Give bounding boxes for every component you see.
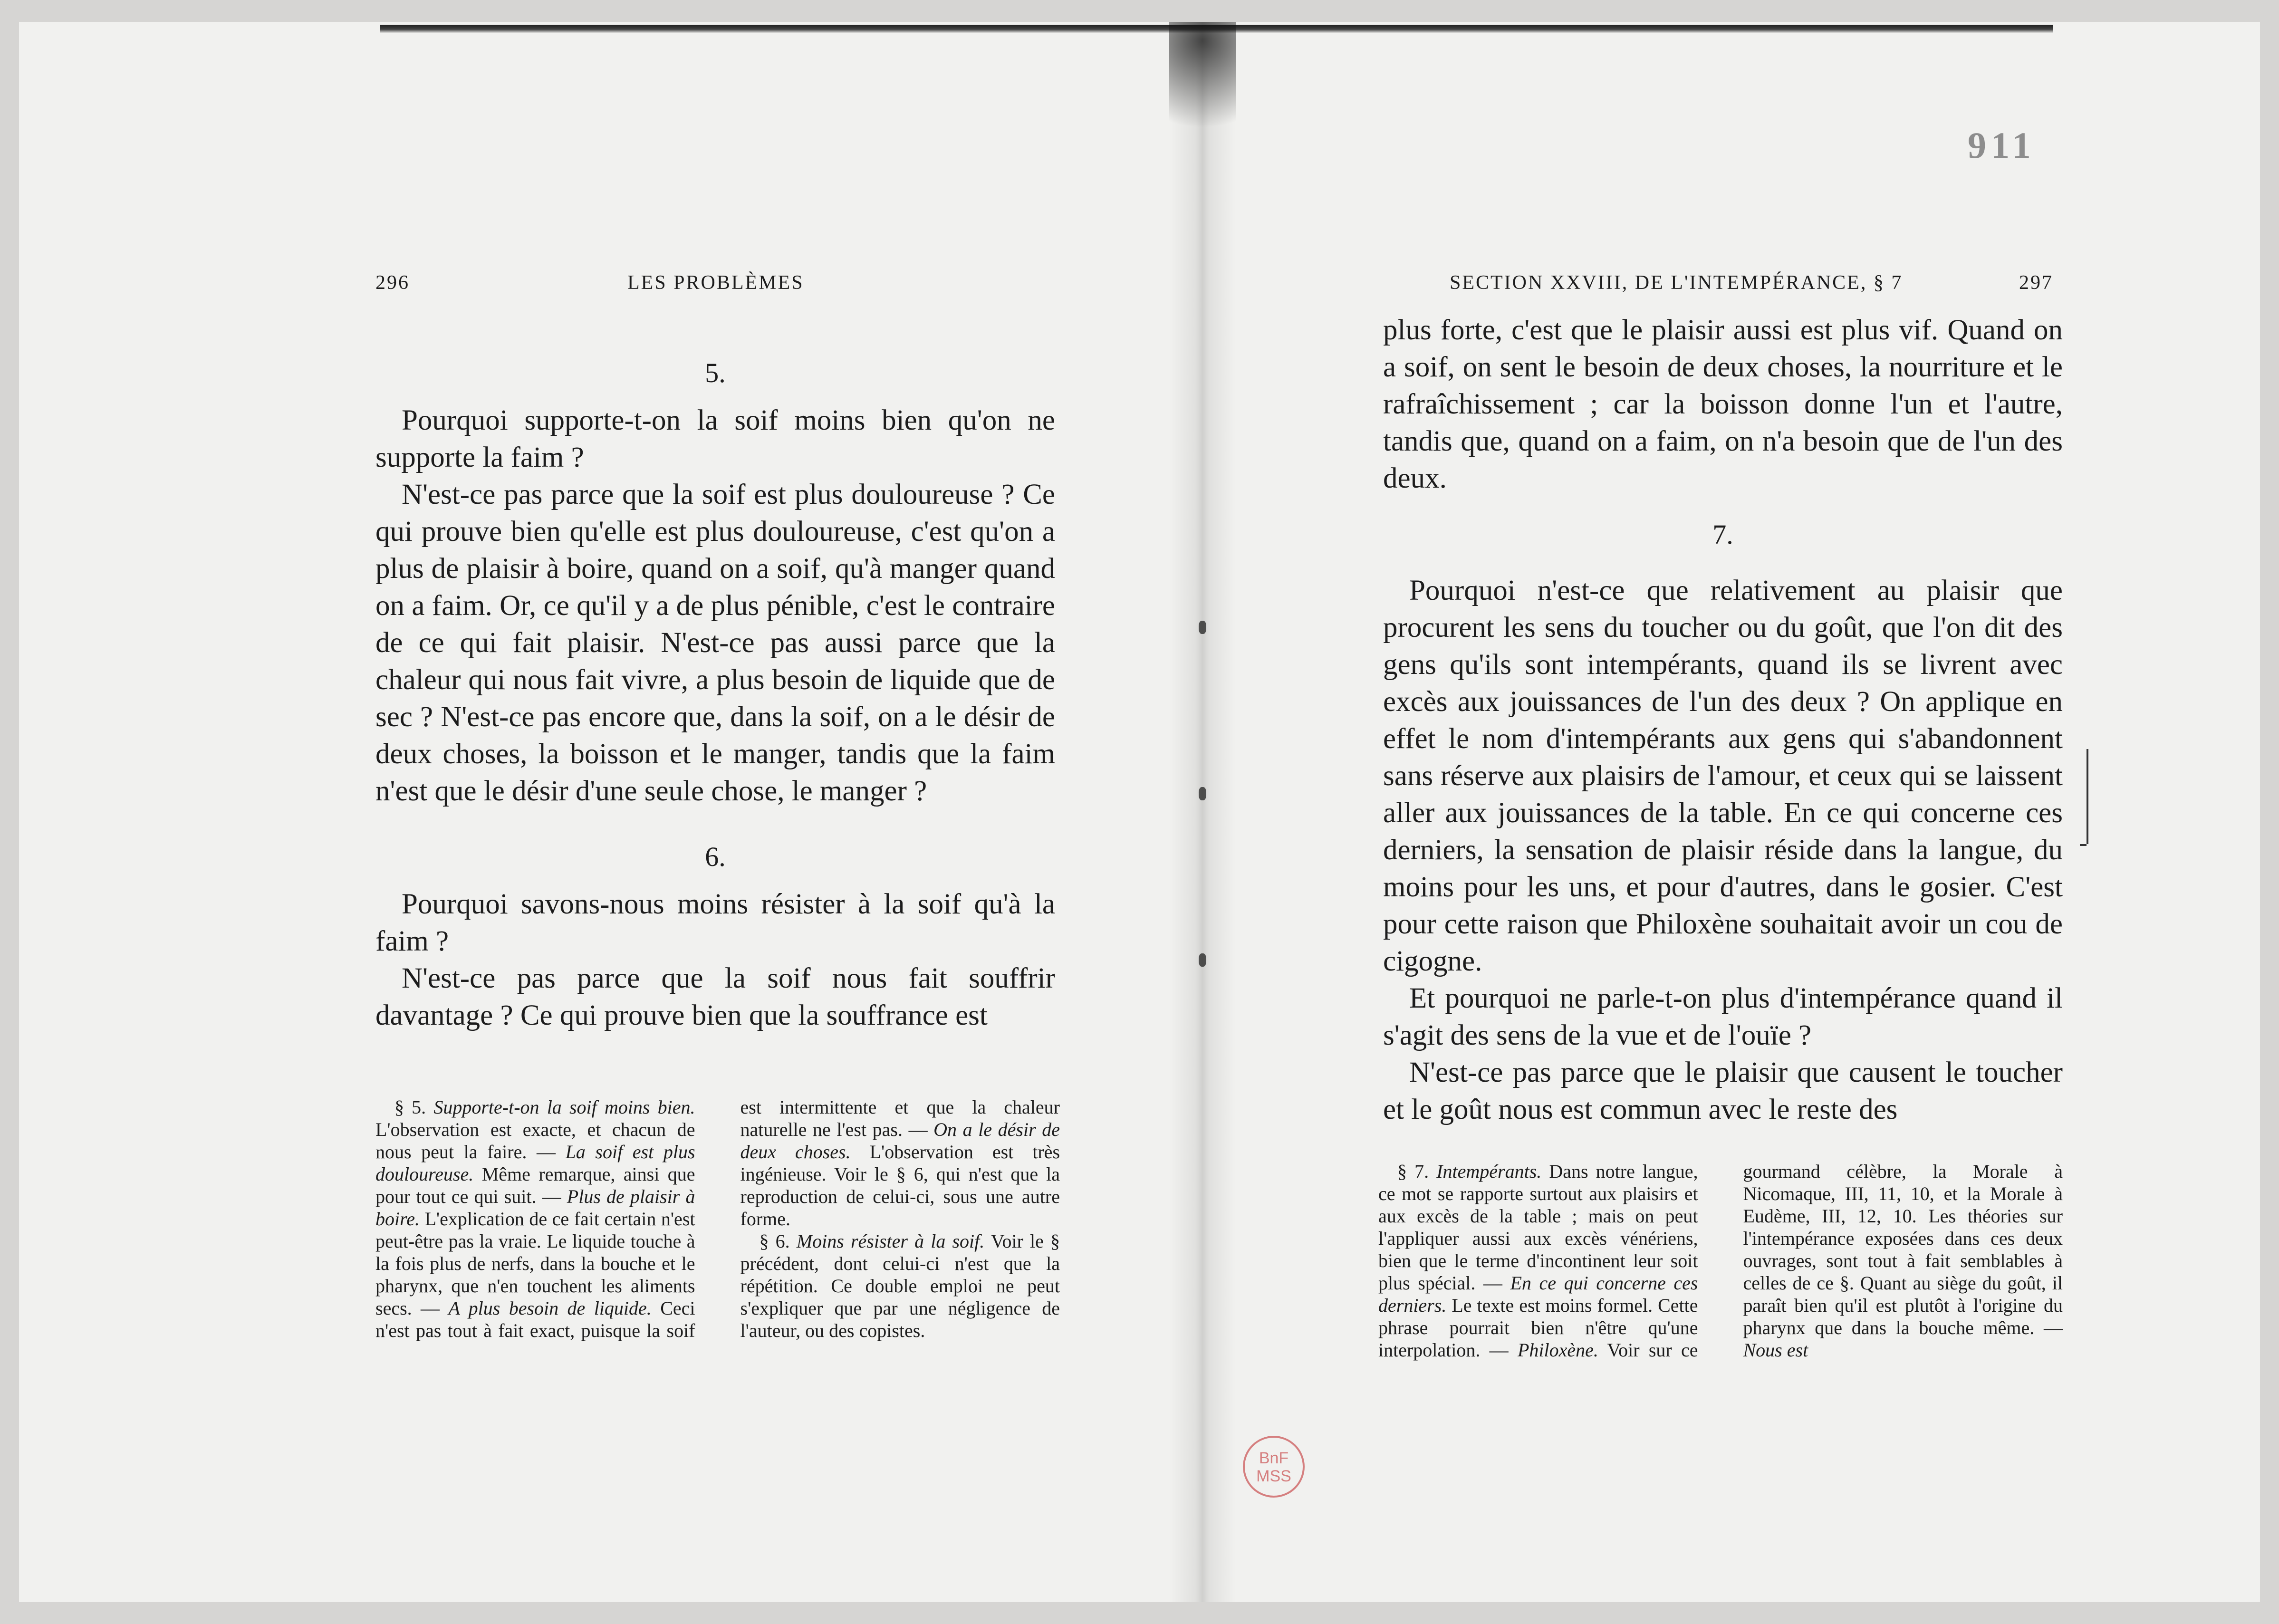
paragraph: N'est-ce pas parce que la soif est plus douloureuse ? Ce qui prouve bien qu'elle est plus douloureuse, c'est qu'on a plus de plaisir à boire, quand on a soif, qu'à manger quand on a faim. Or, ce qu'il y a de plus pénible, c'est le contraire de ce qui fait plaisir. N'est-ce pas aussi parce que la chaleur qui nous fait vivre, a plus besoin de liquide que de sec ? N'est-ce pas encore que, dans la soif, on a le désir de deux choses, la boisson et le manger, tandis que la faim n'est que le désir d'une seule chose, le manger ? [375, 479, 1055, 807]
paragraph: plus forte, c'est que le plaisir aussi est plus vif. Quand on a soif, on sent le besoin de deux choses, la nourriture et le rafraîchissement ; car la boisson donne l'un et l'autre, tandis que, quand on a faim, on n'a besoin que de l'un des deux. [1383, 314, 2063, 494]
running-head [352, 271, 1055, 300]
section-heading: 7. [1712, 519, 1733, 550]
paragraph: Pourquoi n'est-ce que relativement au plaisir que procurent les sens du toucher ou du goût, que l'on dit des gens qu'ils sont intempérants, quand ils se livrent avec excès aux jouissances de l'un des deux ? On applique en effet le nom d'intempérants aux gens qui s'abandonnent sans réserve aux plaisirs de l'amour, et ceux qui se laissent aller aux jouissances de la table. En ce qui concerne ces derniers, la sensation de plaisir réside dans la langue, du moins pour les uns, et pour d'autres, dans le gosier. C'est pour cette raison que Philoxène souhaitait avoir un cou de cigogne. [1383, 575, 2063, 977]
gutter-mark [1199, 787, 1206, 800]
paragraph: Pourquoi savons-nous moins résister à la soif qu'à la faim ? [375, 888, 1055, 957]
running-title: LES PROBLÈMES [627, 272, 804, 294]
footnotes [375, 1096, 1060, 1342]
library-stamp: BnF MSS [1243, 1436, 1305, 1498]
folio-stamp: 911 [1968, 125, 2036, 166]
running-title: SECTION XXVIII, DE L'INTEMPÉRANCE, § 7 [1450, 272, 1903, 294]
running-head [1359, 271, 2063, 300]
footnote: § 6. Moins résister à la soif. Voir le § précédent, dont celui-ci n'est que la répétition. Ce double emploi ne peut s'expliquer que par une négligence de l'auteur, ou des copistes. [740, 1230, 1060, 1341]
section-heading: 5. [705, 357, 726, 388]
paragraph: Et pourquoi ne parle-t-on plus d'intempérance quand il s'agit des sens de la vue et de l'ouïe ? [1383, 982, 2063, 1051]
main-text [375, 345, 1055, 1034]
footnotes [1378, 1160, 2063, 1361]
page-number: 297 [2019, 272, 2053, 294]
section-heading: 6. [705, 841, 726, 872]
main-text [1383, 312, 2063, 1128]
page-number: 296 [375, 272, 410, 294]
margin-bracket [2087, 749, 2088, 844]
book-gutter [1169, 22, 1236, 1602]
left-page [352, 22, 1060, 1602]
footnote: § 5. Supporte-t-on la soif moins bien. L'observation est exacte, et chacun de nous peut la faire. — La soif est plus douloureuse. Même remarque, ainsi que pour tout ce qui suit. — Plus de plaisir à boire. L'explication de ce fait certain n'est peut-être pas la vraie. Le liquide touche à la fois plus de nerfs, dans la bouche et le pharynx, que n'en touchent les aliments secs. — A plus besoin de liquide. Ceci n'est pas tout à fait exact, puisque la soif est intermittente et que la chaleur naturelle ne l'est pas. — On a le désir de deux choses. L'observation est très ingénieuse. Voir le § 6, qui n'est que la reproduction de celui-ci, sous une autre forme. [375, 1096, 1060, 1341]
footnote: § 7. Intempérants. Dans notre langue, ce mot se rapporte surtout aux plaisirs et aux excès de la table ; mais on peut l'appliquer aussi aux excès vénériens, bien que le terme d'incontinent leur soit plus spécial. — En ce qui concerne ces derniers. Le texte est moins formel. Cette phrase pourrait bien n'être qu'une interpolation. — Philoxène. Voir sur ce gourmand célèbre, la Morale à Nicomaque, III, 11, 10, et la Morale à Eudème, III, 12, 10. Les théories sur l'intempérance exposées dans ces deux ouvrages, sont tout à fait semblables à celles de ce §. Quant au siège du goût, il paraît bien qu'il est plutôt à l'origine du pharynx que dans la bouche même. — Nous est [1378, 1161, 2063, 1361]
paragraph: N'est-ce pas parce que le plaisir que causent le toucher et le goût nous est commun avec le reste des [1383, 1057, 2063, 1125]
gutter-mark [1199, 621, 1206, 634]
gutter-mark [1199, 953, 1206, 967]
paragraph: Pourquoi supporte-t-on la soif moins bien qu'on ne supporte la faim ? [375, 404, 1055, 473]
scanned-sheet [19, 22, 2260, 1602]
right-page [1359, 22, 2063, 1602]
paragraph: N'est-ce pas parce que la soif nous fait souffrir davantage ? Ce qui prouve bien que la souffrance est [375, 962, 1055, 1031]
